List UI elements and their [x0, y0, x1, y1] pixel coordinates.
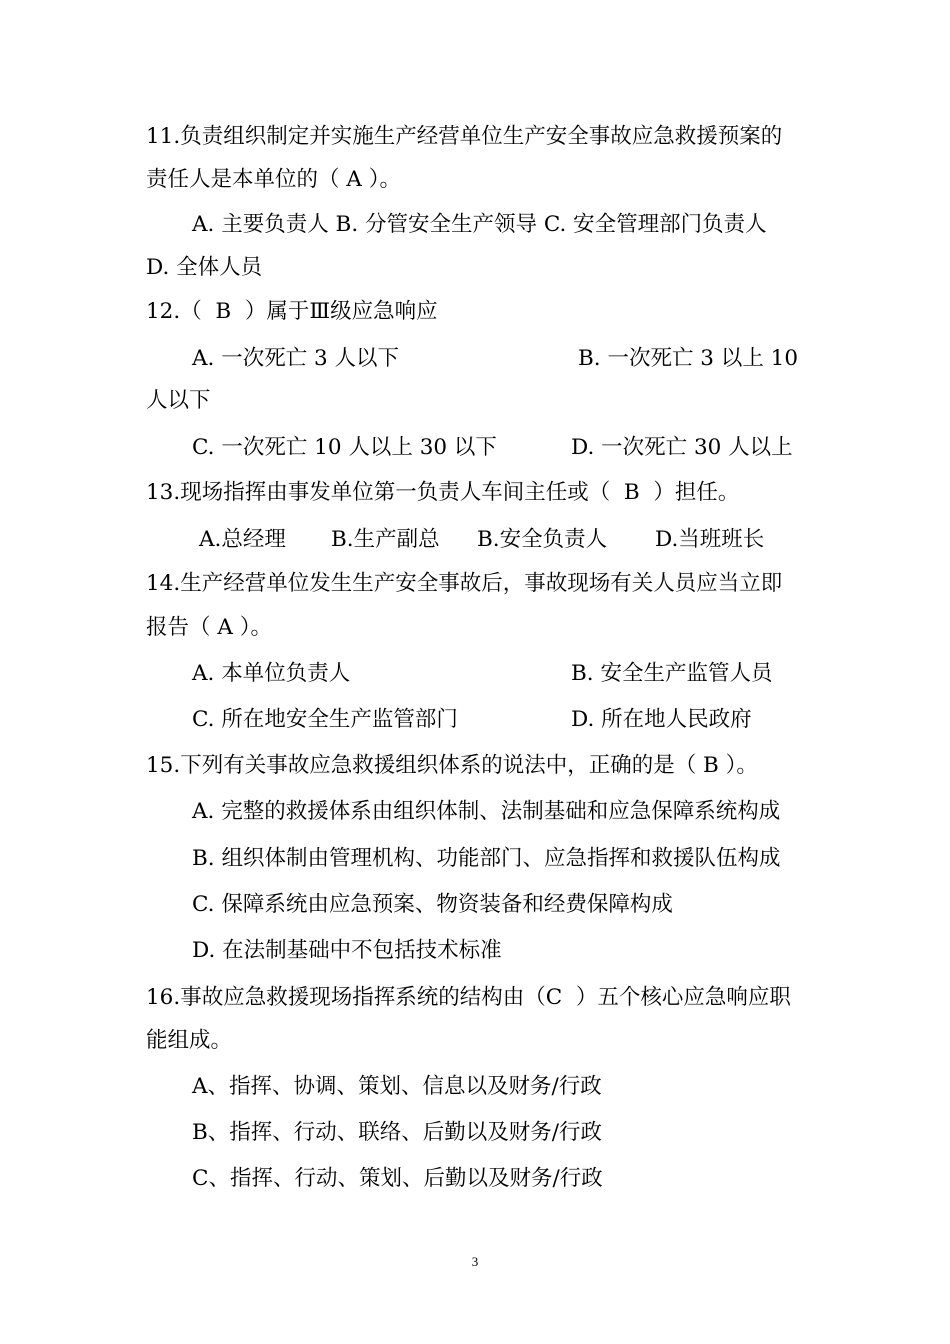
- page-number: 3: [471, 1254, 479, 1269]
- q16-option-a: A、指挥、协调、策划、信息以及财务/行政: [192, 1074, 602, 1099]
- q12-option-a: A. 一次死亡 3 人以下: [192, 346, 400, 371]
- q14-option-c: C. 所在地安全生产监管部门: [192, 707, 458, 732]
- q11-options-line2: D. 全体人员: [146, 255, 263, 280]
- q15-option-b: B. 组织体制由管理机构、功能部门、应急指挥和救援队伍构成: [192, 846, 781, 871]
- q12-option-c: C. 一次死亡 10 人以上 30 以下: [192, 435, 497, 460]
- q13-option-c: B.安全负责人: [477, 527, 608, 552]
- q15-option-c: C. 保障系统由应急预案、物资装备和经费保障构成: [192, 892, 673, 917]
- q13-option-d: D.当班班长: [655, 527, 765, 552]
- q14-option-a: A. 本单位负责人: [192, 661, 351, 686]
- q14-option-d: D. 所在地人民政府: [571, 707, 752, 732]
- q12-option-b: B. 一次死亡 3 以上 10: [578, 346, 799, 371]
- q15-option-d: D. 在法制基础中不包括技术标准: [192, 938, 502, 963]
- q11-stem-line2: 责任人是本单位的（ A ）。: [146, 167, 401, 192]
- q14-option-b: B. 安全生产监管人员: [571, 661, 773, 686]
- q11-stem-line1: 11.负责组织制定并实施生产经营单位生产安全事故应急救援预案的: [146, 124, 783, 149]
- q15-stem: 15.下列有关事故应急救援组织体系的说法中，正确的是（ B ）。: [146, 753, 758, 778]
- q13-stem: 13.现场指挥由事发单位第一负责人车间主任或（ B ）担任。: [146, 480, 740, 505]
- q16-option-b: B、指挥、行动、联络、后勤以及财务/行政: [192, 1120, 603, 1145]
- q11-options-line1: A. 主要负责人 B. 分管安全生产领导 C. 安全管理部门负责人: [192, 212, 767, 237]
- q12-option-b-cont: 人以下: [146, 388, 211, 413]
- q13-option-b: B.生产副总: [331, 527, 440, 552]
- q12-option-d: D. 一次死亡 30 人以上: [571, 435, 793, 460]
- q12-stem: 12.（ B ）属于Ⅲ级应急响应: [146, 299, 438, 324]
- q16-option-c: C、指挥、行动、策划、后勤以及财务/行政: [192, 1166, 603, 1191]
- q13-option-a: A.总经理: [199, 527, 286, 552]
- q15-option-a: A. 完整的救援体系由组织体制、法制基础和应急保障系统构成: [192, 799, 781, 824]
- q14-stem-line2: 报告（ A ）。: [146, 615, 272, 640]
- q14-stem-line1: 14.生产经营单位发生生产安全事故后，事故现场有关人员应当立即: [146, 571, 783, 596]
- q16-stem-line2: 能组成。: [146, 1028, 233, 1053]
- q16-stem-line1: 16.事故应急救援现场指挥系统的结构由（C ）五个核心应急响应职: [146, 985, 791, 1010]
